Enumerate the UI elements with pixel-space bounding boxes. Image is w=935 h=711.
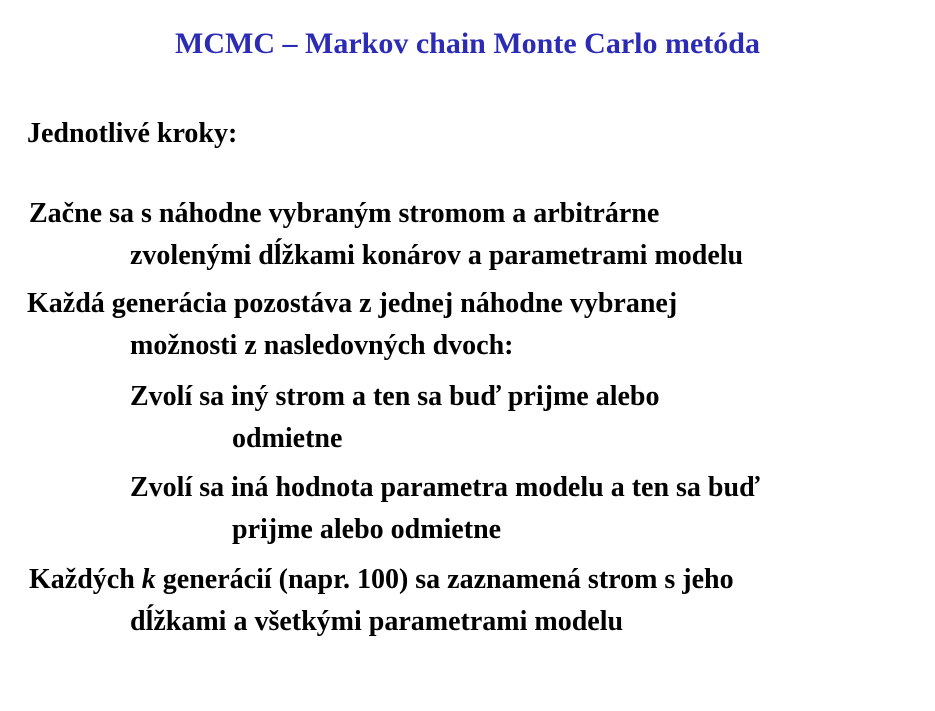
subitem-2-line-2: prijme alebo odmietne [232, 514, 502, 545]
item-3-line-1 [29, 560, 734, 600]
subitem-1-line-1: Zvolí sa iný strom a ten sa buď prijme alebo [130, 381, 660, 412]
item-1-line-2: zvolenými dĺžkami konárov a parametrami modelu [130, 240, 744, 271]
item-3-line-2: dĺžkami a všetkými parametrami modelu [130, 606, 624, 637]
item-3-variable-k: k [141, 564, 156, 595]
item-2-line-1: Každá generácia pozostáva z jednej náhodne vybranej [27, 288, 678, 319]
item-3-prefix: Každých [29, 564, 142, 595]
item-2-line-2: možnosti z nasledovných dvoch: [130, 330, 514, 361]
steps-heading: Jednotlivé kroky: [27, 118, 238, 149]
slide-title: MCMC – Markov chain Monte Carlo metóda [175, 27, 760, 60]
item-1-line-1: Začne sa s náhodne vybraným stromom a arbitrárne [29, 198, 660, 229]
item-3-suffix: generácií (napr. 100) sa zaznamená strom s jeho [155, 564, 734, 595]
subitem-2-line-1: Zvolí sa iná hodnota parametra modelu a ten sa buď [130, 472, 760, 503]
subitem-1-line-2: odmietne [232, 423, 343, 454]
